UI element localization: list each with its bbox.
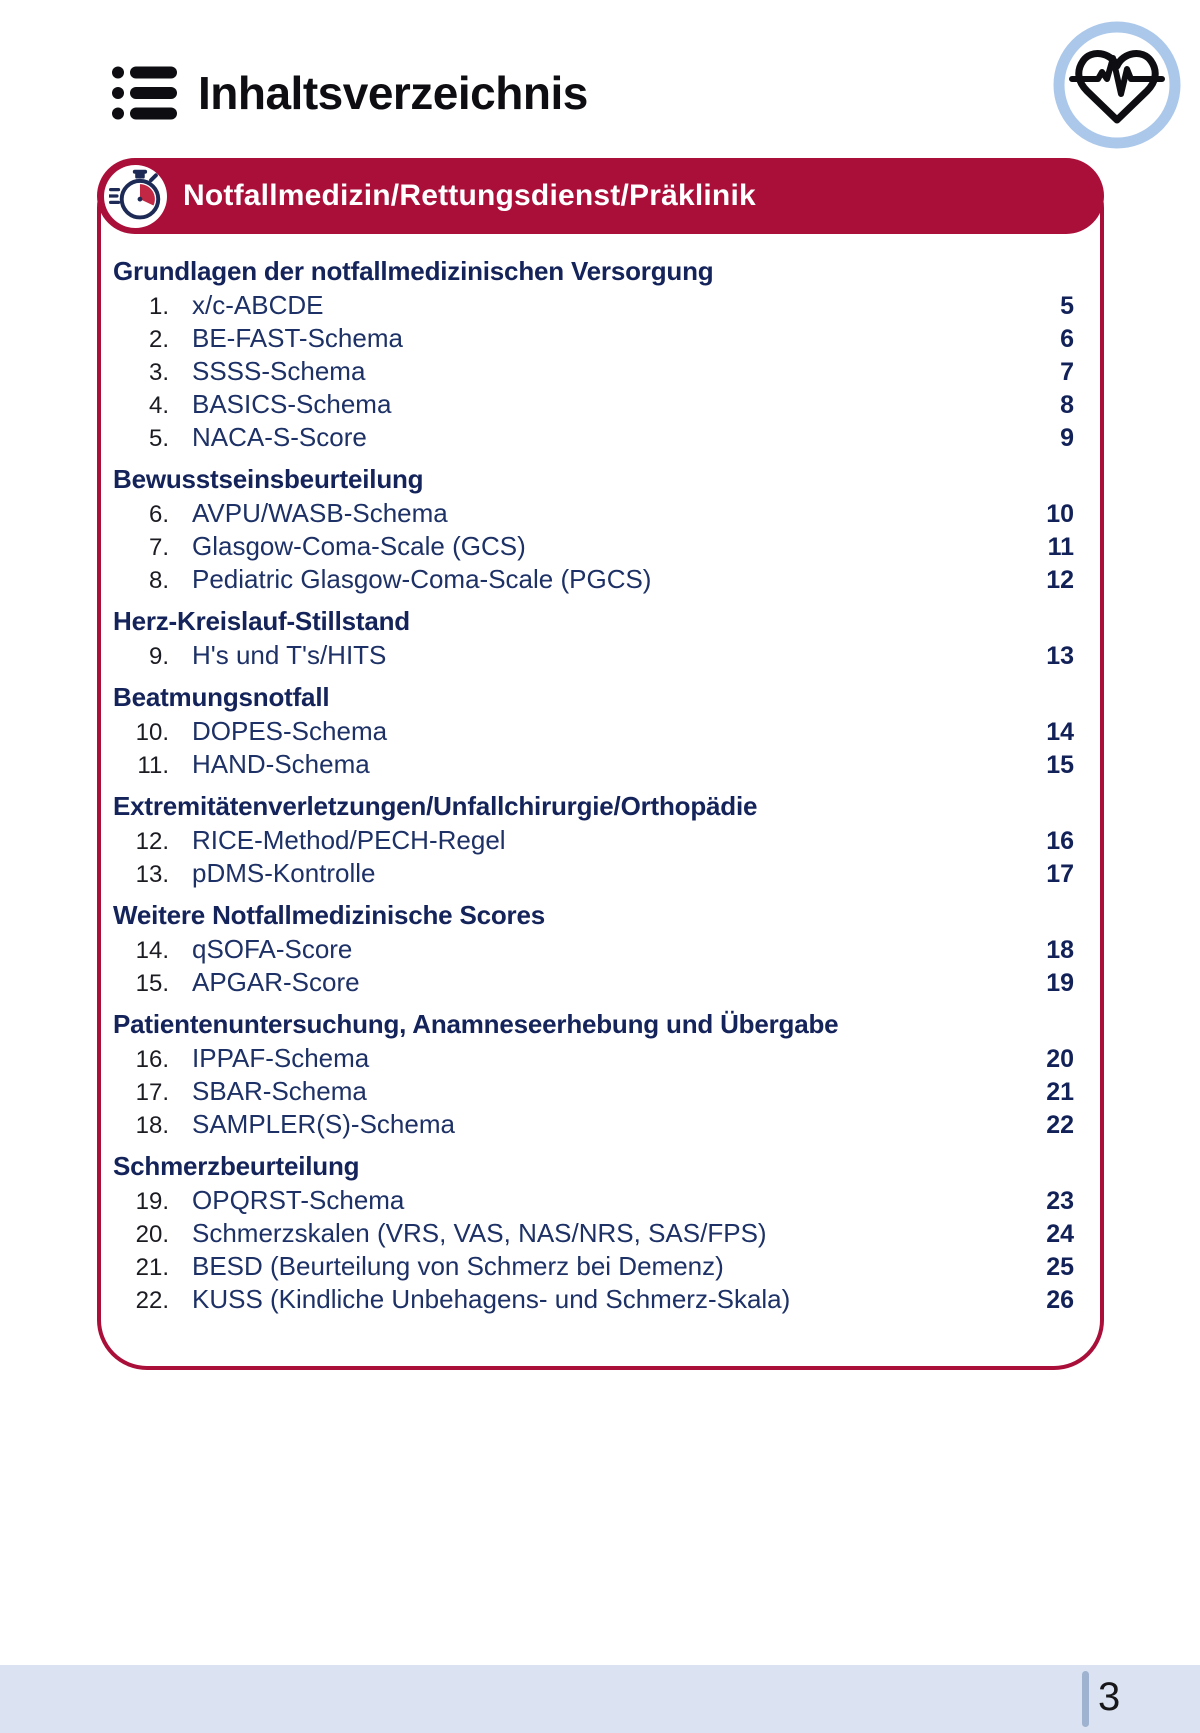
section-heading: Beatmungsnotfall — [113, 682, 330, 712]
toc-item-page: 25 — [1046, 1253, 1074, 1281]
page-title-row — [112, 64, 588, 122]
toc-item-number: 5. — [148, 425, 169, 452]
toc-item-page: 10 — [1046, 500, 1074, 528]
toc-item-page: 23 — [1046, 1187, 1074, 1215]
toc-row[interactable] — [113, 824, 1074, 857]
toc-item-number: 4. — [148, 392, 169, 419]
toc-row[interactable] — [113, 563, 1074, 596]
toc-item-label: SAMPLER(S)-Schema — [192, 1109, 455, 1139]
toc-row[interactable] — [113, 1250, 1074, 1283]
section-heading: Weitere Notfallmedizinische Scores — [113, 900, 545, 930]
toc-item-page: 24 — [1046, 1220, 1074, 1248]
toc-item-number: 14. — [135, 937, 169, 964]
toc-item-page: 11 — [1047, 533, 1074, 561]
section-heading: Extremitätenverletzungen/Unfallchirurgie/Orthopädie — [113, 791, 758, 821]
footer-page-number: 3 — [1098, 1675, 1121, 1719]
toc-item-number: 16. — [135, 1046, 169, 1073]
toc-content — [113, 246, 1074, 1316]
toc-item-number: 18. — [135, 1112, 169, 1139]
toc-row[interactable] — [113, 1184, 1074, 1217]
toc-item-label: KUSS (Kindliche Unbehagens- und Schmerz-Skala) — [192, 1284, 791, 1314]
toc-row[interactable] — [113, 1108, 1074, 1141]
toc-row[interactable] — [113, 530, 1074, 563]
toc-item-label: Glasgow-Coma-Scale (GCS) — [192, 531, 526, 561]
toc-item-label: IPPAF-Schema — [192, 1043, 370, 1073]
toc-row[interactable] — [113, 966, 1074, 999]
toc-item-page: 19 — [1046, 969, 1074, 997]
toc-item-number: 7. — [148, 534, 169, 561]
toc-item-page: 8 — [1060, 391, 1074, 419]
toc-item-label: RICE-Method/PECH-Regel — [192, 825, 506, 855]
footer-divider — [1082, 1671, 1089, 1727]
toc-item-label: BASICS-Schema — [192, 389, 392, 419]
toc-item-label: x/c-ABCDE — [192, 290, 324, 320]
toc-row[interactable] — [113, 1075, 1074, 1108]
toc-item-page: 22 — [1046, 1111, 1074, 1139]
toc-row[interactable] — [113, 289, 1074, 322]
toc-row[interactable] — [113, 1042, 1074, 1075]
section-heading: Herz-Kreislauf-Stillstand — [113, 606, 410, 636]
toc-row[interactable] — [113, 1217, 1074, 1250]
stopwatch-icon — [104, 165, 167, 228]
toc-item-label: H's und T's/HITS — [192, 640, 387, 670]
toc-row[interactable] — [113, 715, 1074, 748]
toc-item-label: BE-FAST-Schema — [192, 323, 403, 353]
toc-item-label: SSSS-Schema — [192, 356, 366, 386]
toc-row[interactable] — [113, 857, 1074, 890]
toc-item-page: 9 — [1060, 424, 1074, 452]
toc-row[interactable] — [113, 322, 1074, 355]
toc-item-label: SBAR-Schema — [192, 1076, 367, 1106]
toc-item-label: Schmerzskalen (VRS, VAS, NAS/NRS, SAS/FPS) — [192, 1218, 767, 1248]
toc-item-number: 15. — [135, 970, 169, 997]
toc-item-page: 21 — [1046, 1078, 1074, 1106]
toc-item-number: 9. — [148, 643, 169, 670]
toc-item-number: 2. — [148, 326, 169, 353]
toc-item-label: DOPES-Schema — [192, 716, 388, 746]
toc-item-number: 3. — [148, 359, 169, 386]
toc-item-page: 13 — [1046, 642, 1074, 670]
toc-row[interactable] — [113, 388, 1074, 421]
toc-item-page: 14 — [1046, 718, 1074, 746]
toc-item-number: 10. — [135, 719, 169, 746]
toc-item-page: 16 — [1046, 827, 1074, 855]
toc-item-number: 8. — [148, 567, 169, 594]
toc-item-number: 11. — [137, 752, 169, 779]
toc-item-page: 6 — [1060, 325, 1074, 353]
toc-item-label: HAND-Schema — [192, 749, 370, 779]
toc-item-label: pDMS-Kontrolle — [192, 858, 376, 888]
toc-item-label: APGAR-Score — [192, 967, 360, 997]
toc-item-number: 20. — [135, 1221, 169, 1248]
toc-item-number: 13. — [135, 861, 169, 888]
toc-item-page: 17 — [1046, 860, 1074, 888]
category-header — [97, 158, 1104, 234]
toc-item-page: 5 — [1060, 292, 1074, 320]
category-label: Notfallmedizin/Rettungsdienst/Präklinik — [183, 179, 756, 212]
toc-item-page: 26 — [1046, 1286, 1074, 1314]
toc-row[interactable] — [113, 748, 1074, 781]
toc-item-number: 21. — [135, 1254, 169, 1281]
page-footer — [0, 1665, 1200, 1733]
toc-row[interactable] — [113, 421, 1074, 454]
toc-item-number: 6. — [148, 501, 169, 528]
toc-item-number: 22. — [135, 1287, 169, 1314]
section-heading: Patientenuntersuchung, Anamneseerhebung und Übergabe — [113, 1009, 839, 1039]
toc-item-page: 15 — [1046, 751, 1074, 779]
toc-item-page: 20 — [1046, 1045, 1074, 1073]
toc-row[interactable] — [113, 639, 1074, 672]
toc-item-label: BESD (Beurteilung von Schmerz bei Demenz) — [192, 1251, 724, 1281]
toc-item-number: 1. — [148, 293, 169, 320]
toc-item-number: 12. — [135, 828, 169, 855]
section-heading: Bewusstseinsbeurteilung — [113, 464, 424, 494]
toc-item-page: 12 — [1046, 566, 1074, 594]
toc-row[interactable] — [113, 355, 1074, 388]
toc-item-number: 17. — [135, 1079, 169, 1106]
toc-item-label: NACA-S-Score — [192, 422, 367, 452]
heart-pulse-icon — [1048, 16, 1186, 159]
section-heading: Schmerzbeurteilung — [113, 1151, 360, 1181]
toc-card — [97, 158, 1104, 1370]
toc-item-page: 18 — [1046, 936, 1074, 964]
list-icon — [112, 64, 178, 122]
toc-item-number: 19. — [135, 1188, 169, 1215]
page-title: Inhaltsverzeichnis — [198, 67, 588, 119]
toc-row[interactable] — [113, 497, 1074, 530]
toc-row[interactable] — [113, 933, 1074, 966]
toc-item-label: AVPU/WASB-Schema — [192, 498, 448, 528]
toc-row[interactable] — [113, 1283, 1074, 1316]
toc-item-label: Pediatric Glasgow-Coma-Scale (PGCS) — [192, 564, 652, 594]
toc-item-page: 7 — [1060, 358, 1074, 386]
toc-item-label: qSOFA-Score — [192, 934, 353, 964]
toc-item-label: OPQRST-Schema — [192, 1185, 405, 1215]
section-heading: Grundlagen der notfallmedizinischen Versorgung — [113, 256, 714, 286]
